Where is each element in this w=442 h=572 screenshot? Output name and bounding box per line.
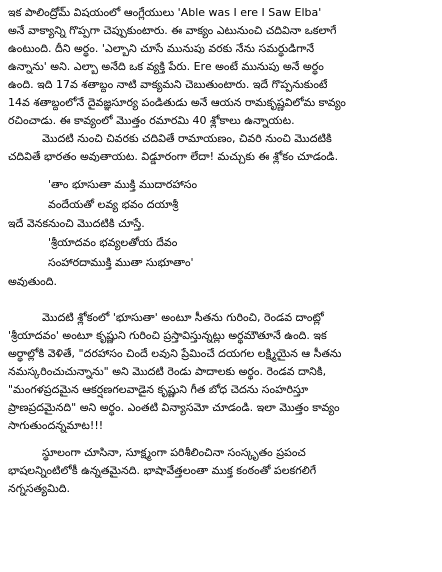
- verse-line: 'తాం భూసుతా ముక్తి ముదారహాసం: [48, 178, 198, 191]
- text-line: ఇదే వెనకనుంచి మొదటికి చూస్తే.: [8, 217, 145, 230]
- text-line: చదివితే భారతం అవుతాయట. విడ్డూరంగా లేదా! మచ్చుకు ఈ శ్లోకం చూడండి.: [8, 150, 339, 163]
- text-line: నగ్నసత్యమిది.: [8, 482, 70, 495]
- text-line: 14వ శతాబ్దంలోనే దైవజ్ఞసూర్య పండితుడు అనే ఆయన రామకృష్ణవిలోమ కావ్యం: [8, 96, 346, 109]
- text-line: నమస్కరించుచున్నాను" అని మొదటి రెండు పాదాలకు అర్థం. రెండవ దానికి,: [8, 365, 327, 378]
- verse-line: వందేయతో లవ్య భవం దయాశ్రీ: [48, 198, 179, 211]
- text-line: ప్రాణప్రదమైనది" అని అర్థం. ఎంతటి విన్యాసమో చూడండి. ఇలా మొత్తం కావ్యం: [8, 401, 340, 414]
- paragraph-reverse-intro: [8, 215, 434, 233]
- verse-line: 'శ్రీయాదవం భవ్యలతోయ దేవం: [48, 236, 178, 249]
- text-line: సాగుతుందన్నమాట!!!: [8, 419, 104, 432]
- verse-line: సంహారదాముక్తి ముతా సుభూతాం': [48, 256, 194, 269]
- verse-forward: [8, 175, 434, 215]
- text-line: మొదటి నుంచి చివరకు చదివితే రామాయణం, చివరి నుంచి మొదటికి: [42, 132, 332, 145]
- text-line: అవుతుంది.: [8, 275, 57, 288]
- paragraph-ramayana-bharata: [8, 130, 434, 166]
- text-line: ఉంటుంది. దీని అర్థం. 'ఎల్బాని చూసే మునుపు వరకు నేను సమర్థుడిగానే: [8, 42, 315, 55]
- text-line: 'శ్రీయాదవం' అంటూ కృష్ణుని గురించి ప్రస్తావిస్తున్నట్లు అర్థమౌతూనే ఉంది. ఇక: [8, 329, 327, 342]
- paragraph-result: [8, 273, 434, 291]
- paragraph-conclusion: [8, 444, 434, 498]
- text-line: "మంగళప్రదమైన ఆకర్షణగలవాడైన కృష్ణుని గీత బోధ చెదను సంహరిస్తూ: [8, 383, 309, 396]
- text-line: ఉన్నాను' అని. ఎల్బా అనేది ఒక వ్యక్తి పేరు. Ere అంటే మునుపు అనే అర్థం: [8, 60, 324, 73]
- text-line: ఉంది. ఇది 17వ శతాబ్దం నాటి వాక్యమని చెబుతుంటారు. ఇదే గొప్పనుకుంటే: [8, 78, 328, 91]
- text-line: ఇక పాలింద్రోమ్ విషయంలో ఆంగ్లేయులు 'Able was I ere I Saw Elba': [8, 6, 322, 19]
- text-line: భాషలన్నింటిలోకీ ఉన్నతమైనది. భాషావేత్తలంతా ముక్త కంఠంతో పలకగలిగే: [8, 464, 317, 477]
- spacer: [8, 435, 434, 444]
- spacer: [8, 166, 434, 175]
- paragraph-meaning: [8, 309, 434, 435]
- text-line: అర్థాల్లోకి వెళితే, "దరహాసం చిందే లవుని ప్రేమించే దయగల లక్ష్మియైన ఆ సీతను: [8, 347, 342, 360]
- spacer: [8, 291, 434, 309]
- verse-reverse: [8, 233, 434, 273]
- text-line: స్థూలంగా చూసినా, సూక్ష్మంగా పరిశీలించినా సంస్కృతం ప్రపంచ: [42, 446, 306, 459]
- text-line: రచించాడు. ఈ కావ్యంలో మొత్తం రమారమి 40 శ్లోకాలు ఉన్నాయట.: [8, 114, 295, 127]
- text-line: అనే వాక్యాన్ని గొప్పగా చెప్పుకుంటారు. ఈ వాక్యం ఎటునుంచి చదివినా ఒకలాగే: [8, 24, 337, 37]
- text-line: మొదటి శ్లోకంలో 'భూసుతా' అంటూ సీతను గురించి, రెండవ దాంట్లో: [42, 311, 324, 324]
- paragraph-palindrome-intro: [8, 4, 434, 130]
